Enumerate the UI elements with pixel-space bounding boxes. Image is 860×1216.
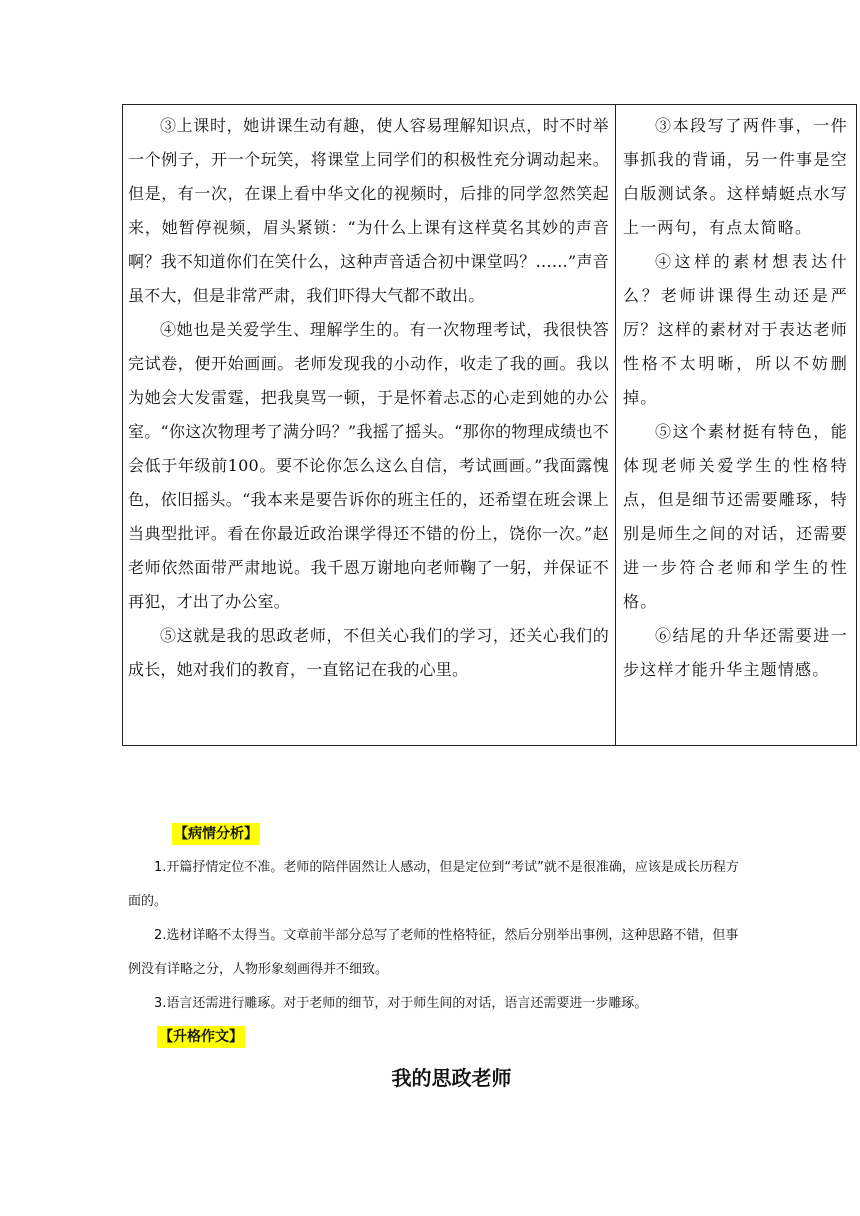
essay-paragraph-5: ⑤这就是我的思政老师，不但关心我们的学习，还关心我们的成长，她对我们的教育，一直铭记在我的心里。 (128, 626, 609, 679)
comment-5: ⑤这个素材挺有特色，能体现老师关爱学生的性格特点，但是细节还需要雕琢，特别是师生之间的对话，还需要进一步符合老师和学生的性格。 (623, 422, 848, 611)
analysis-list (128, 851, 740, 1021)
essay-paragraph-3: ③上课时，她讲课生动有趣，使人容易理解知识点，时不时举一个例子，开一个玩笑，将课堂上同学们的积极性充分调动起来。但是，有一次，在课上看中华文化的视频时，后排的同学忽然笑起来，她暂停视频，眉头紧锁：“为什么上课有这样莫名其妙的声音啊？我不知道你们在笑什么，这种声音适合初中课堂吗？……”声音虽不大，但是非常严肃，我们吓得大气都不敢出。 (128, 116, 609, 305)
comment-3: ③本段写了两件事，一件事抓我的背诵，另一件事是空白版测试条。这样蜻蜓点水写上一两句，有点太简略。 (623, 116, 848, 237)
analysis-heading: 【病情分析】 (172, 823, 260, 845)
comment-6: ⑥结尾的升华还需要进一步这样才能升华主题情感。 (623, 626, 848, 679)
comment-4: ④这样的素材想表达什么？老师讲课得生动还是严厉？这样的素材对于表达老师性格不太明晰，所以不妨删掉。 (623, 252, 848, 407)
comment-column (616, 105, 856, 745)
upgrade-heading: 【升格作文】 (157, 1026, 245, 1048)
essay-comment-table (122, 104, 857, 746)
essay-paragraph-4: ④她也是关爱学生、理解学生的。有一次物理考试，我很快答完试卷，便开始画画。老师发现我的小动作，收走了我的画。我以为她会大发雷霆，把我臭骂一顿，于是怀着忐忑的心走到她的办公室。“你这次物理考了满分吗？”我摇了摇头。“那你的物理成绩也不会低于年级前100。要不论你怎么这么自信，考试画画。”我面露愧色，依旧摇头。“我本来是要告诉你的班主任的，还希望在班会课上当典型批评。看在你最近政治课学得还不错的份上，饶你一次。”赵老师依然面带严肃地说。我千恩万谢地向老师鞠了一躬，并保证不再犯，才出了办公室。 (128, 320, 609, 611)
analysis-point: 1.开篇抒情定位不准。老师的陪伴固然让人感动，但是定位到“考试”就不是很准确，应该是成长历程方面的。 (128, 860, 739, 909)
analysis-point: 2.选材详略不太得当。文章前半部分总写了老师的性格特征，然后分别举出事例，这种思路不错，但事例没有详略之分，人物形象刻画得并不细致。 (128, 928, 739, 977)
analysis-point: 3.语言还需进行雕琢。对于老师的细节，对于师生间的对话，语言还需要进一步雕琢。 (154, 996, 648, 1011)
essay-title: 我的思政老师 (391, 1066, 512, 1090)
essay-column (123, 105, 616, 745)
